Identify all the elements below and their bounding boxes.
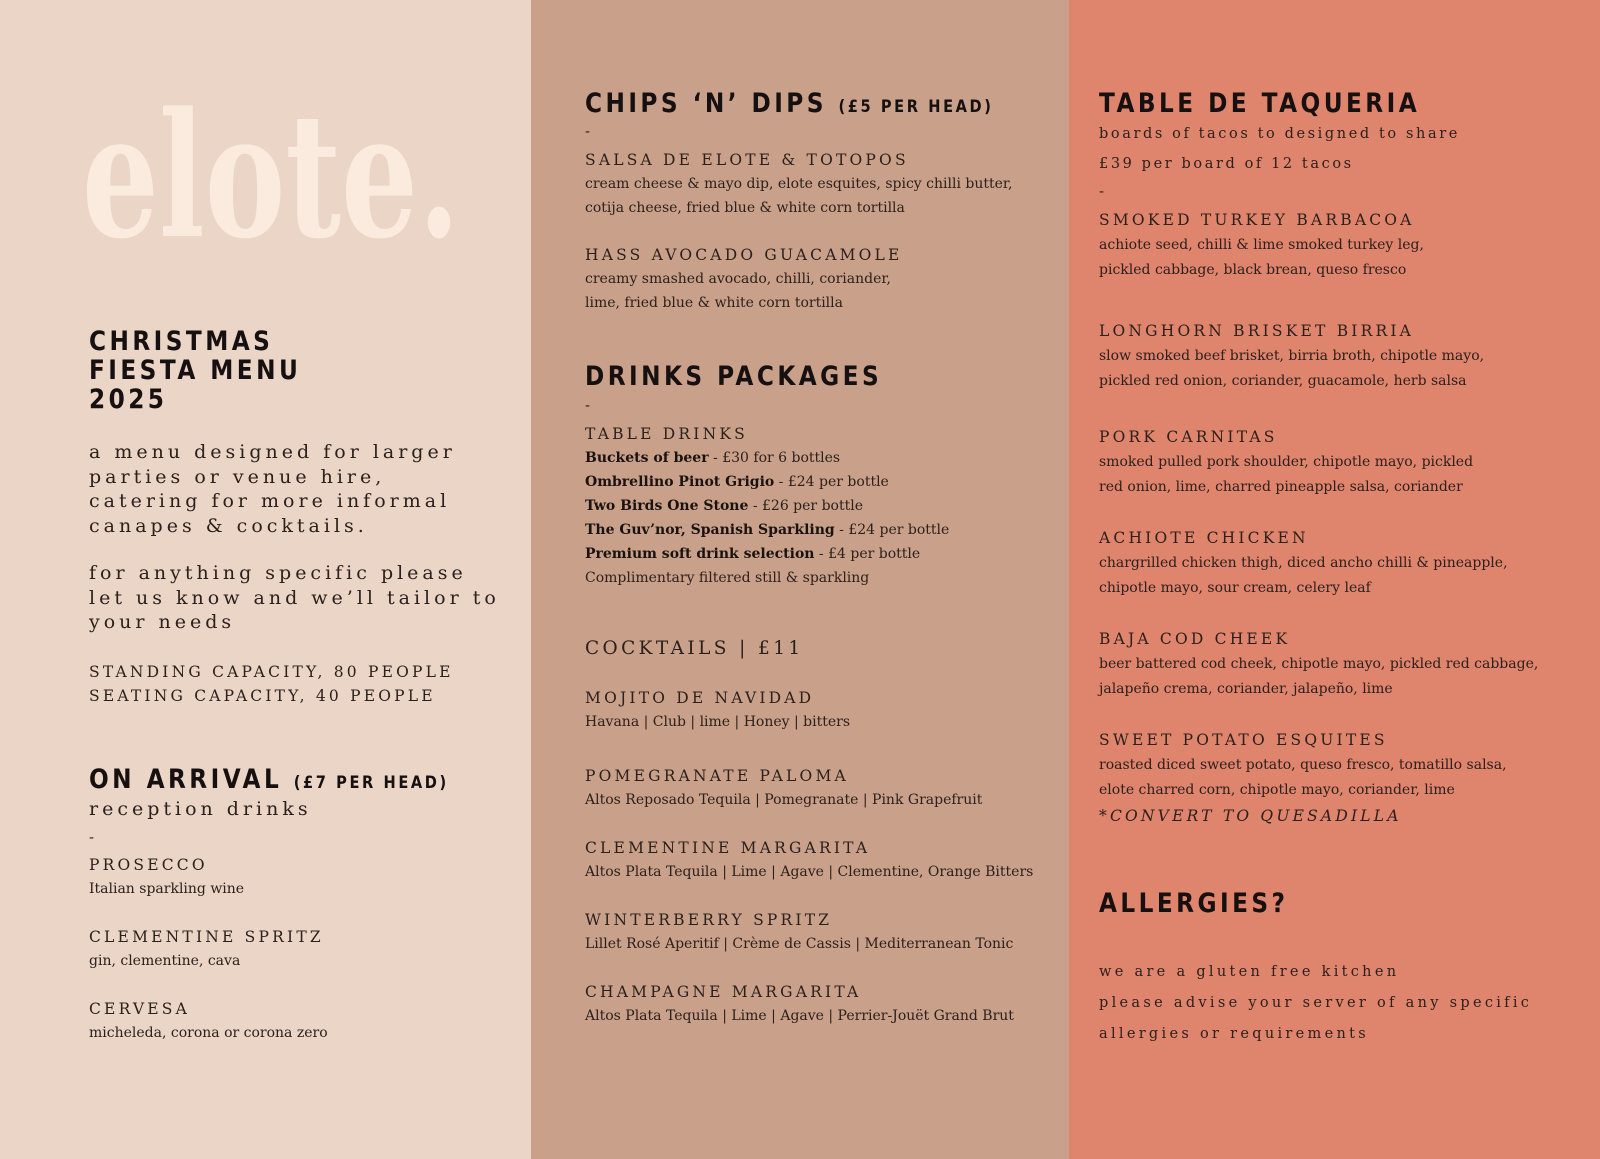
divider-dash: - xyxy=(1099,184,1105,200)
drinks-heading: DRINKS PACKAGES xyxy=(585,361,883,392)
on-arrival-price: (£7 PER HEAD) xyxy=(293,773,449,793)
taco-desc-line: slow smoked beef brisket, birria broth, chipotle mayo, xyxy=(1099,348,1485,364)
arrival-item-name: CLEMENTINE SPRITZ xyxy=(89,928,324,946)
cocktail-desc: Altos Plata Tequila | Lime | Agave | Clementine, Orange Bitters xyxy=(585,864,1034,880)
drink-item xyxy=(585,542,949,566)
intro-description xyxy=(89,440,456,538)
drink-price: - £26 per bottle xyxy=(748,498,863,514)
drinks-list xyxy=(585,446,949,590)
arrival-item-desc: Italian sparkling wine xyxy=(89,881,245,897)
allergies-line: please advise your server of any specific xyxy=(1099,995,1533,1011)
on-arrival-title: ON ARRIVAL xyxy=(89,764,283,795)
cocktail-name: POMEGRANATE PALOMA xyxy=(585,767,849,785)
dip-name: HASS AVOCADO GUACAMOLE xyxy=(585,246,903,264)
cocktail-desc: Altos Plata Tequila | Lime | Agave | Perrier-Jouët Grand Brut xyxy=(585,1008,1014,1024)
intro-line: catering for more informal xyxy=(89,490,451,512)
taco-desc xyxy=(1099,233,1424,283)
taco-name: ACHIOTE CHICKEN xyxy=(1099,529,1309,547)
taqueria-heading: TABLE DE TAQUERIA xyxy=(1099,88,1421,119)
divider-dash: - xyxy=(585,124,591,140)
intro-line: parties or venue hire, xyxy=(89,465,386,488)
quesadilla-note: *CONVERT TO QUESADILLA xyxy=(1099,807,1402,825)
dip-desc-line: cream cheese & mayo dip, elote esquites, spicy chilli butter, xyxy=(585,176,1013,192)
on-arrival-heading xyxy=(89,764,449,795)
taco-desc-line: roasted diced sweet potato, queso fresco, tomatillo salsa, xyxy=(1099,757,1507,773)
taco-name: SWEET POTATO ESQUITES xyxy=(1099,731,1388,749)
menu-title-line: CHRISTMAS xyxy=(89,326,274,357)
taco-desc-line: chipotle mayo, sour cream, celery leaf xyxy=(1099,580,1371,596)
drink-item xyxy=(585,566,949,590)
intro-line: canapes & cocktails. xyxy=(89,514,368,537)
cocktail-desc: Lillet Rosé Aperitif | Crème de Cassis | Mediterranean Tonic xyxy=(585,936,1014,952)
taqueria-sub: boards of tacos to designed to share xyxy=(1099,126,1460,142)
taco-desc-line: jalapeño crema, coriander, jalapeño, lime xyxy=(1099,681,1393,697)
drink-price: - £24 per bottle xyxy=(774,474,889,490)
drink-name: Premium soft drink selection xyxy=(585,546,815,562)
seating-capacity: SEATING CAPACITY, 40 PEOPLE xyxy=(89,687,436,705)
taco-desc xyxy=(1099,652,1538,702)
cocktail-name: CHAMPAGNE MARGARITA xyxy=(585,983,862,1001)
dip-desc-line: lime, fried blue & white corn tortilla xyxy=(585,295,843,311)
taco-desc xyxy=(1099,450,1473,500)
drink-item xyxy=(585,494,949,518)
taco-desc-line: red onion, lime, charred pineapple salsa, coriander xyxy=(1099,479,1463,495)
capacity-info xyxy=(89,660,454,708)
drink-name: Ombrellino Pinot Grigio xyxy=(585,474,775,490)
allergies-line: we are a gluten free kitchen xyxy=(1099,964,1400,980)
chips-title: CHIPS ‘N’ DIPS xyxy=(585,88,827,119)
taco-desc xyxy=(1099,551,1508,601)
intro-column xyxy=(0,0,531,1159)
allergies-heading: ALLERGIES? xyxy=(1099,888,1289,919)
dip-desc xyxy=(585,172,1013,220)
logo-text: elote. xyxy=(82,86,460,256)
intro-line: for anything specific please xyxy=(89,562,467,584)
menu-title-line: 2025 xyxy=(89,384,168,415)
allergies-line: allergies or requirements xyxy=(1099,1026,1369,1042)
allergies-text xyxy=(1099,957,1532,1050)
drink-item xyxy=(585,470,949,494)
menu-title-line: FIESTA MENU xyxy=(89,355,302,386)
taco-desc-line: achiote seed, chilli & lime smoked turkey leg, xyxy=(1099,237,1424,253)
drink-name: The Guv’nor, Spanish Sparkling xyxy=(585,522,835,538)
taco-desc xyxy=(1099,753,1507,803)
drink-item xyxy=(585,446,949,470)
divider-dash: - xyxy=(585,398,591,414)
dip-desc-line: cotija cheese, fried blue & white corn tortilla xyxy=(585,200,905,216)
taco-desc xyxy=(1099,344,1484,394)
drink-price: - £24 per bottle xyxy=(834,522,950,538)
chips-heading xyxy=(585,88,994,119)
taco-desc-line: elote charred corn, chipotle mayo, coriander, lime xyxy=(1099,782,1455,798)
drink-item xyxy=(585,518,949,542)
divider-dash: - xyxy=(89,830,95,846)
on-arrival-subtitle: reception drinks xyxy=(89,798,312,820)
cocktail-name: CLEMENTINE MARGARITA xyxy=(585,839,871,857)
taco-name: LONGHORN BRISKET BIRRIA xyxy=(1099,322,1415,340)
dip-name: SALSA DE ELOTE & TOTOPOS xyxy=(585,151,909,169)
taco-desc-line: pickled cabbage, black brean, queso fresco xyxy=(1099,262,1407,278)
taco-name: SMOKED TURKEY BARBACOA xyxy=(1099,211,1415,229)
taco-desc-line: smoked pulled pork shoulder, chipotle mayo, pickled xyxy=(1099,454,1474,470)
arrival-item-name: CERVESA xyxy=(89,1000,191,1018)
taco-name: BAJA COD CHEEK xyxy=(1099,630,1291,648)
drink-price: - £30 for 6 bottles xyxy=(708,450,841,466)
cocktail-desc: Havana | Club | lime | Honey | bitters xyxy=(585,714,851,730)
intro-specific xyxy=(89,561,500,635)
arrival-item-desc: micheleda, corona or corona zero xyxy=(89,1025,328,1041)
intro-line: a menu designed for larger xyxy=(89,441,456,463)
standing-capacity: STANDING CAPACITY, 80 PEOPLE xyxy=(89,663,454,681)
drink-name: Two Birds One Stone xyxy=(585,498,749,514)
cocktail-desc: Altos Reposado Tequila | Pomegranate | Pink Grapefruit xyxy=(585,792,983,808)
drink-name: Buckets of beer xyxy=(585,450,709,466)
arrival-item-name: PROSECCO xyxy=(89,856,208,874)
table-drinks-subtitle: TABLE DRINKS xyxy=(585,425,748,443)
intro-line: let us know and we’ll tailor to xyxy=(89,586,500,609)
taco-name: PORK CARNITAS xyxy=(1099,428,1278,446)
taqueria-price: £39 per board of 12 tacos xyxy=(1099,156,1354,172)
dip-desc xyxy=(585,267,891,315)
drink-note: Complimentary filtered still & sparkling xyxy=(585,570,870,586)
chips-price: (£5 PER HEAD) xyxy=(838,97,994,117)
elote-logo xyxy=(82,86,462,256)
intro-line: your needs xyxy=(89,611,236,633)
arrival-item-desc: gin, clementine, cava xyxy=(89,953,241,969)
drink-price: - £4 per bottle xyxy=(814,546,921,562)
cocktails-heading: COCKTAILS | £11 xyxy=(585,638,804,659)
taqueria-column xyxy=(1069,0,1600,1159)
menu-title xyxy=(89,327,301,414)
taco-desc-line: chargrilled chicken thigh, diced ancho chilli & pineapple, xyxy=(1099,555,1508,571)
cocktail-name: WINTERBERRY SPRITZ xyxy=(585,911,833,929)
taco-desc-line: pickled red onion, coriander, guacamole, herb salsa xyxy=(1099,373,1467,389)
dip-desc-line: creamy smashed avocado, chilli, coriander, xyxy=(585,271,891,287)
taco-desc-line: beer battered cod cheek, chipotle mayo, pickled red cabbage, xyxy=(1099,656,1539,672)
dips-drinks-column xyxy=(531,0,1069,1159)
cocktail-name: MOJITO DE NAVIDAD xyxy=(585,689,815,707)
